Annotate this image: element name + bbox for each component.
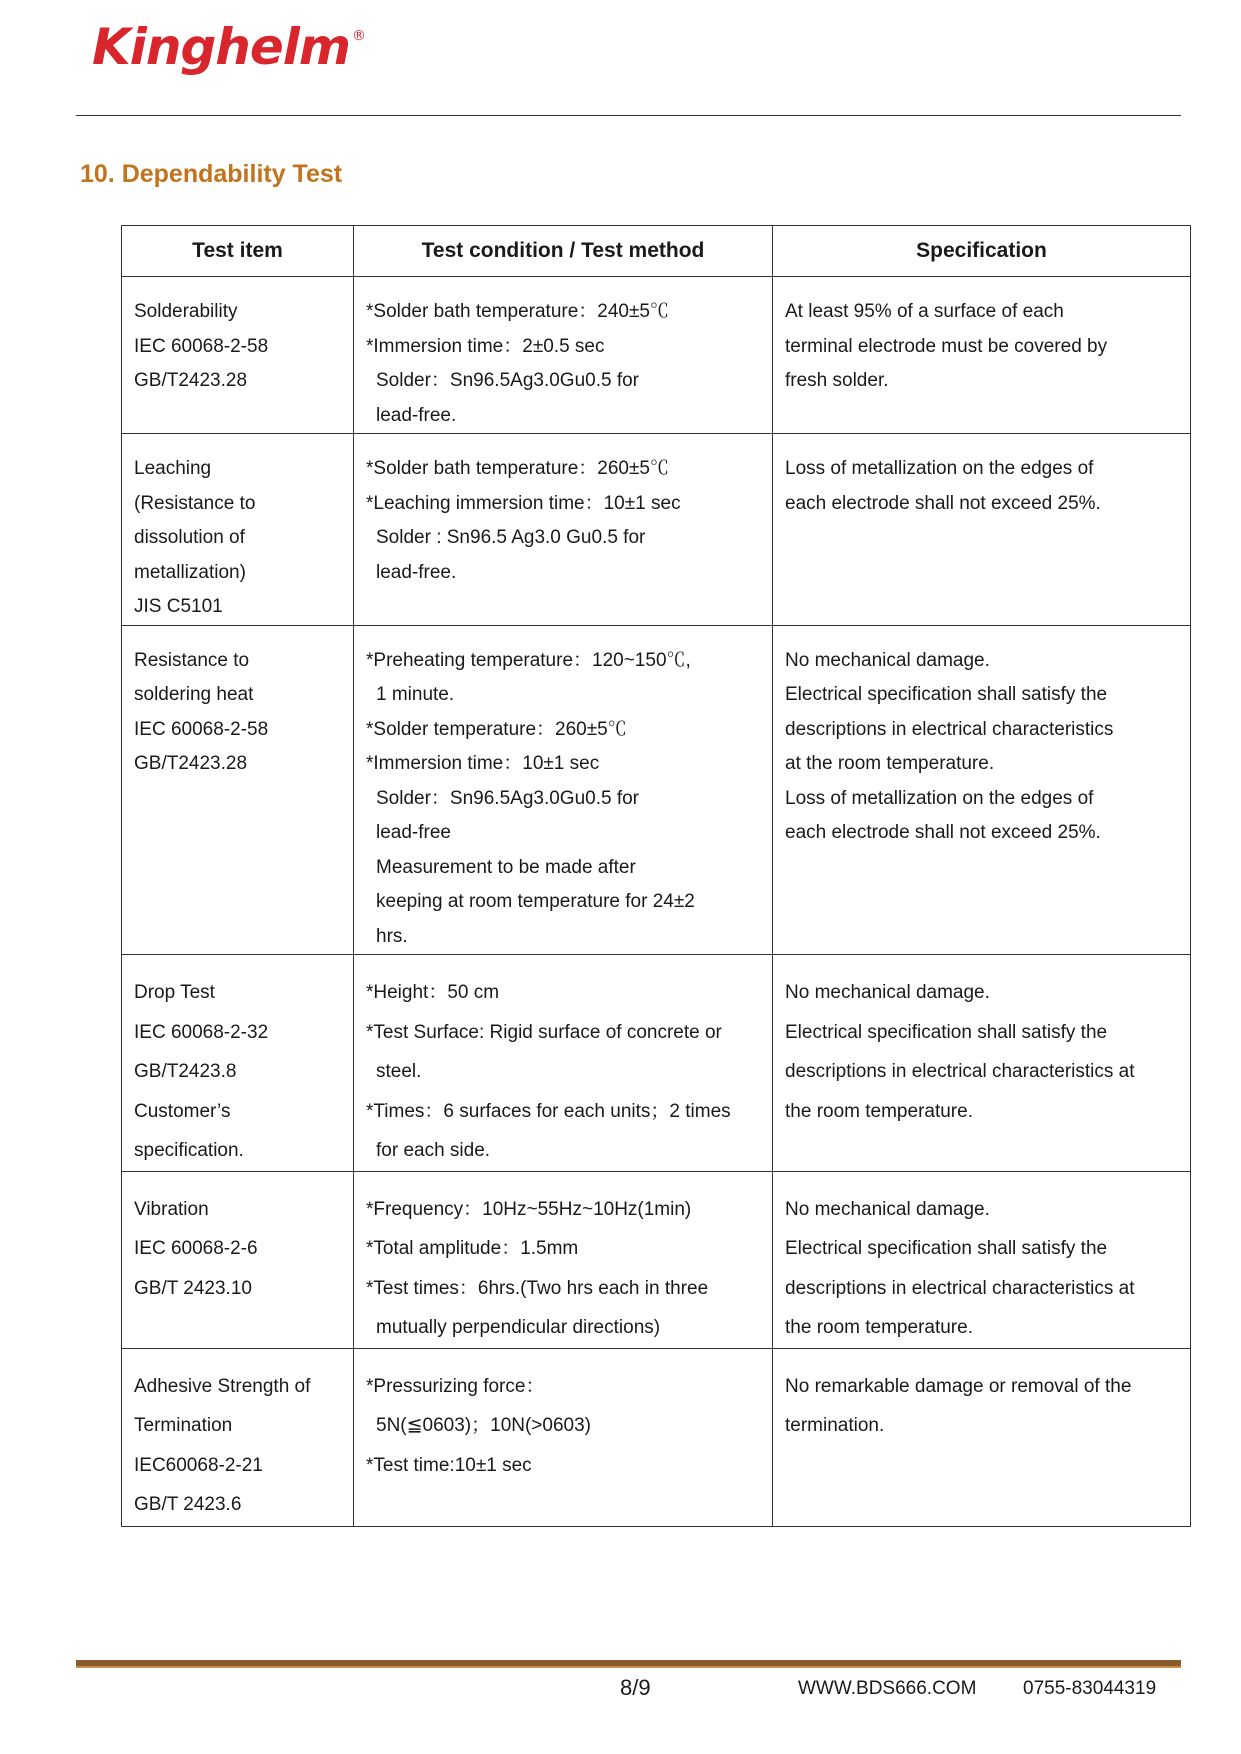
cell-line: Leaching [134, 458, 212, 479]
table-row [122, 434, 1191, 626]
header-specification: Specification [773, 226, 1191, 277]
cell-line: keeping at room temperature for 24±2 [376, 891, 695, 912]
cell-line: JIS C5101 [134, 596, 223, 617]
cell-line: *Solder bath temperature：240±5℃ [366, 301, 669, 322]
cell-line: soldering heat [134, 684, 254, 705]
cell-line: *Leaching immersion time：10±1 sec [366, 492, 681, 514]
header-test-item: Test item [122, 226, 354, 277]
cell-line: 5N(≦0603)；10N(>0603) [376, 1415, 592, 1436]
footer-phone: 0755-83044319 [1023, 1678, 1157, 1699]
cell-line: at the room temperature. [785, 753, 995, 774]
cell-line: lead-free. [376, 404, 457, 426]
cell-line: descriptions in electrical characteristics at [785, 1277, 1135, 1299]
table-header-row [122, 226, 1191, 277]
table-row [122, 625, 1191, 955]
cell-line: Solder：Sn96.5Ag3.0Gu0.5 for [376, 787, 640, 809]
cell-line: GB/T2423.8 [134, 1061, 237, 1082]
cell-line: *Immersion time：10±1 sec [366, 753, 600, 774]
cell-line: Loss of metallization on the edges of [785, 787, 1094, 809]
cell-line: No mechanical damage. [785, 649, 990, 671]
table-row [122, 277, 1191, 434]
cell-line: Solder : Sn96.5 Ag3.0 Gu0.5 for [376, 527, 646, 548]
cell-line: Termination [134, 1415, 233, 1436]
cell-line: GB/T 2423.6 [134, 1494, 242, 1515]
cell-line: descriptions in electrical characteristics at [785, 1061, 1135, 1082]
cell-line: *Solder bath temperature：260±5℃ [366, 458, 669, 479]
header-divider [76, 115, 1181, 116]
cell-line: At least 95% of a surface of each [785, 301, 1064, 322]
cell-line: Electrical specification shall satisfy the [785, 684, 1108, 705]
cell-line: metallization) [134, 561, 246, 583]
cell-line: Loss of metallization on the edges of [785, 458, 1094, 479]
cell-line: the room temperature. [785, 1317, 973, 1338]
cell-line: termination. [785, 1415, 885, 1436]
cell-line: hrs. [376, 925, 408, 947]
cell-line: IEC 60068-2-32 [134, 1021, 269, 1043]
cell-line: *Test Surface: Rigid surface of concrete or [366, 1021, 722, 1043]
dependability-test-table [121, 225, 1191, 1527]
cell-line: IEC 60068-2-58 [134, 718, 269, 740]
cell-line: *Total amplitude：1.5mm [366, 1238, 579, 1259]
cell-line: Vibration [134, 1198, 209, 1220]
cell-line: fresh solder. [785, 370, 889, 391]
page-number: 8/9 [620, 1675, 651, 1700]
cell-line: Electrical specification shall satisfy the [785, 1238, 1108, 1259]
specification-cell [773, 277, 1191, 434]
cell-line: No remarkable damage or removal of the [785, 1375, 1132, 1397]
cell-line: IEC60068-2-21 [134, 1454, 263, 1476]
cell-line: dissolution of [134, 527, 245, 548]
cell-line: Measurement to be made after [376, 856, 636, 878]
test-condition-cell [354, 277, 773, 434]
section-title: 10. Dependability Test [80, 160, 343, 188]
test-item-cell [122, 1348, 354, 1526]
cell-line: *Preheating temperature：120~150℃, [366, 649, 691, 671]
cell-line: *Immersion time：2±0.5 sec [366, 335, 605, 357]
test-condition-cell [354, 434, 773, 626]
header-test-condition: Test condition / Test method [354, 226, 773, 277]
table-row [122, 1348, 1191, 1526]
cell-line: *Pressurizing force： [366, 1375, 545, 1397]
cell-line: Customer’s [134, 1100, 231, 1122]
cell-line: Resistance to [134, 649, 250, 671]
cell-line: Adhesive Strength of [134, 1375, 311, 1397]
test-item-cell [122, 434, 354, 626]
kinghelm-logo: Kinghelm ® [92, 18, 366, 76]
cell-line: *Times：6 surfaces for each units；2 times [366, 1100, 731, 1122]
cell-line: terminal electrode must be covered by [785, 335, 1108, 357]
specification-cell [773, 434, 1191, 626]
cell-line: descriptions in electrical characteristics [785, 718, 1114, 740]
cell-line: *Test time:10±1 sec [366, 1454, 532, 1476]
footer-divider [76, 1660, 1181, 1668]
test-item-cell [122, 277, 354, 434]
cell-line: for each side. [376, 1140, 491, 1161]
test-condition-cell [354, 1171, 773, 1348]
test-item-cell [122, 1171, 354, 1348]
cell-line: *Height：50 cm [366, 982, 500, 1003]
cell-line: IEC 60068-2-58 [134, 335, 269, 357]
test-condition-cell [354, 955, 773, 1172]
dependability-table-container [121, 225, 1190, 1527]
cell-line: IEC 60068-2-6 [134, 1238, 258, 1259]
cell-line: each electrode shall not exceed 25%. [785, 822, 1101, 843]
cell-line: No mechanical damage. [785, 1198, 990, 1220]
test-item-cell [122, 625, 354, 955]
cell-line: each electrode shall not exceed 25%. [785, 492, 1101, 514]
specification-cell [773, 955, 1191, 1172]
cell-line: steel. [376, 1061, 422, 1082]
cell-line: the room temperature. [785, 1100, 973, 1122]
table-row [122, 1171, 1191, 1348]
test-item-cell [122, 955, 354, 1172]
cell-line: GB/T2423.28 [134, 753, 248, 774]
footer-website: WWW.BDS666.COM [798, 1678, 977, 1699]
cell-line: specification. [134, 1140, 244, 1161]
cell-line: Solderability [134, 301, 238, 322]
test-condition-cell [354, 1348, 773, 1526]
cell-line: lead-free. [376, 561, 457, 583]
table-row [122, 955, 1191, 1172]
cell-line: 1 minute. [376, 684, 455, 705]
cell-line: mutually perpendicular directions) [376, 1317, 661, 1338]
cell-line: *Frequency：10Hz~55Hz~10Hz(1min) [366, 1198, 692, 1220]
cell-line: *Test times：6hrs.(Two hrs each in three [366, 1277, 709, 1299]
cell-line: GB/T 2423.10 [134, 1277, 252, 1299]
cell-line: *Solder temperature：260±5℃ [366, 718, 627, 740]
cell-line: lead-free [376, 822, 451, 843]
cell-line: Drop Test [134, 982, 215, 1003]
cell-line: GB/T2423.28 [134, 370, 248, 391]
cell-line: No mechanical damage. [785, 982, 990, 1003]
cell-line: (Resistance to [134, 492, 256, 514]
test-condition-cell [354, 625, 773, 955]
cell-line: Solder：Sn96.5Ag3.0Gu0.5 for [376, 370, 640, 391]
specification-cell [773, 1348, 1191, 1526]
specification-cell [773, 625, 1191, 955]
cell-line: Electrical specification shall satisfy the [785, 1021, 1108, 1043]
specification-cell [773, 1171, 1191, 1348]
